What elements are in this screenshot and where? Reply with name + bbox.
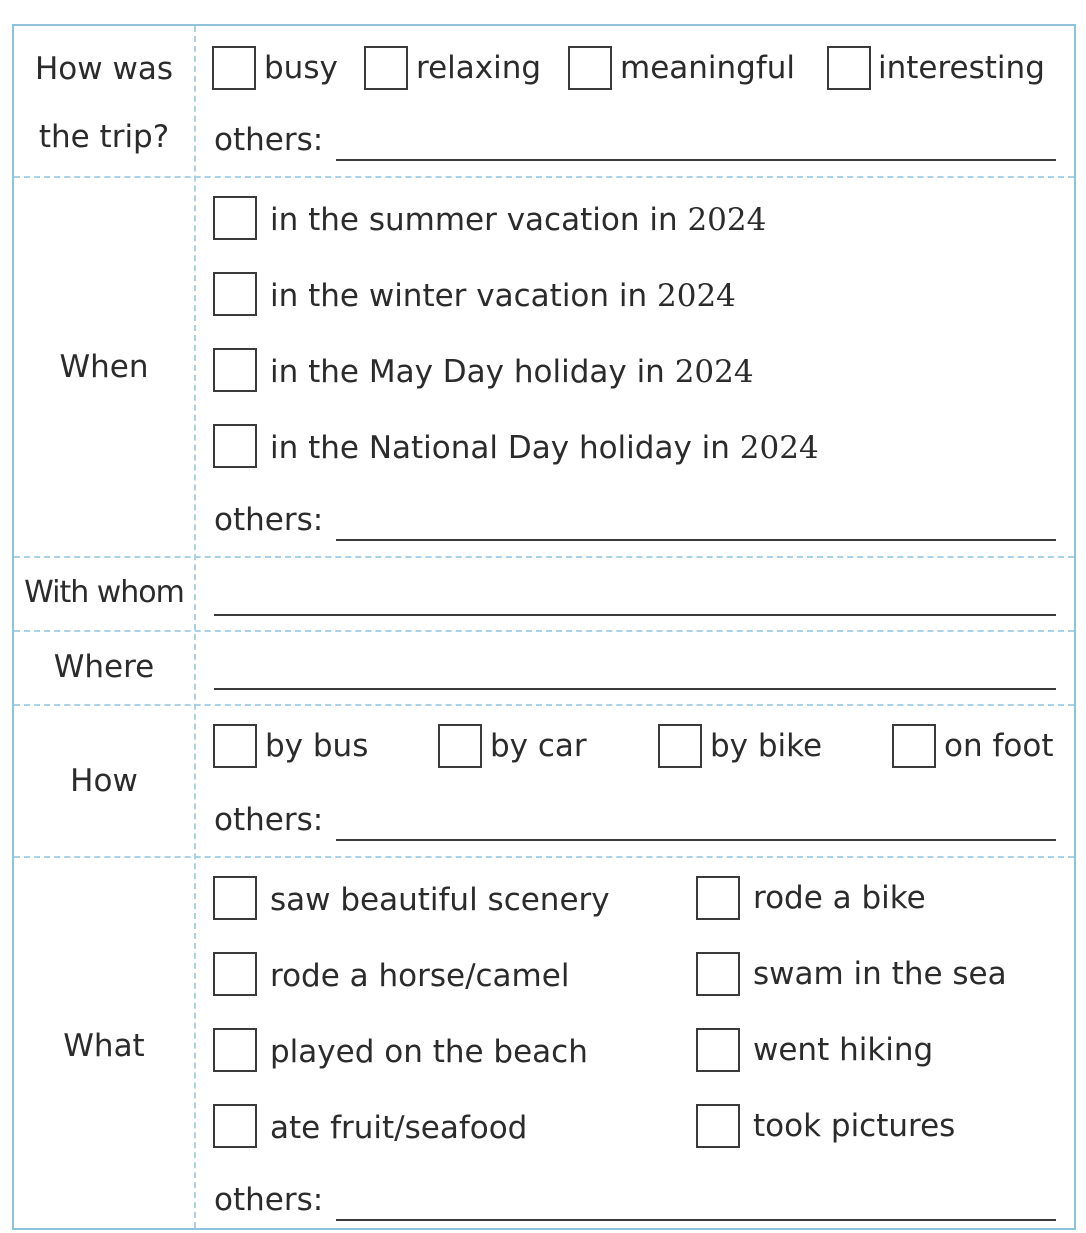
- option-may-day: in the May Day holiday in 2024: [270, 354, 754, 390]
- others-label-how: others:: [214, 802, 324, 838]
- checkbox-summer-vacation[interactable]: [213, 196, 257, 240]
- row-label-trip-line2: the trip?: [38, 119, 170, 155]
- checkbox-rode-horse[interactable]: [213, 952, 257, 996]
- checkbox-busy[interactable]: [212, 46, 256, 90]
- option-by-car: by car: [490, 728, 587, 764]
- with-whom-input[interactable]: [214, 614, 1056, 616]
- trip-survey-table: [12, 24, 1076, 1230]
- row-label-with-whom: With whom: [24, 575, 184, 610]
- others-input-what[interactable]: [336, 1219, 1056, 1221]
- option-took-pictures: took pictures: [753, 1108, 956, 1144]
- checkbox-winter-vacation[interactable]: [213, 272, 257, 316]
- checkbox-rode-bike[interactable]: [696, 876, 740, 920]
- checkbox-national-day[interactable]: [213, 424, 257, 468]
- option-went-hiking: went hiking: [753, 1032, 934, 1068]
- option-relaxing: relaxing: [416, 50, 542, 86]
- others-label-what: others:: [214, 1182, 324, 1218]
- checkbox-relaxing[interactable]: [364, 46, 408, 90]
- others-input-how[interactable]: [336, 839, 1056, 841]
- option-national-day: in the National Day holiday in 2024: [270, 430, 819, 466]
- row-divider: [14, 856, 1074, 858]
- option-busy: busy: [264, 50, 338, 86]
- others-label-trip: others:: [214, 122, 324, 158]
- others-input-when[interactable]: [336, 539, 1056, 541]
- checkbox-by-car[interactable]: [438, 724, 482, 768]
- checkbox-went-hiking[interactable]: [696, 1028, 740, 1072]
- row-divider: [14, 176, 1074, 178]
- option-interesting: interesting: [878, 50, 1045, 86]
- checkbox-on-foot[interactable]: [892, 724, 936, 768]
- checkbox-ate-fruit[interactable]: [213, 1104, 257, 1148]
- row-divider: [14, 704, 1074, 706]
- option-swam-sea: swam in the sea: [753, 956, 1007, 992]
- checkbox-swam-sea[interactable]: [696, 952, 740, 996]
- row-label-what: What: [63, 1028, 145, 1064]
- checkbox-may-day[interactable]: [213, 348, 257, 392]
- option-by-bus: by bus: [265, 728, 369, 764]
- checkbox-by-bike[interactable]: [658, 724, 702, 768]
- checkbox-by-bus[interactable]: [213, 724, 257, 768]
- checkbox-played-beach[interactable]: [213, 1028, 257, 1072]
- option-ate-fruit: ate fruit/seafood: [270, 1110, 528, 1146]
- checkbox-took-pictures[interactable]: [696, 1104, 740, 1148]
- column-divider: [194, 26, 196, 1228]
- option-played-beach: played on the beach: [270, 1034, 588, 1070]
- option-by-bike: by bike: [710, 728, 823, 764]
- others-label-when: others:: [214, 502, 324, 538]
- checkbox-saw-scenery[interactable]: [213, 876, 257, 920]
- option-rode-horse: rode a horse/camel: [270, 958, 570, 994]
- checkbox-interesting[interactable]: [827, 46, 871, 90]
- option-winter-vacation: in the winter vacation in 2024: [270, 278, 736, 314]
- checkbox-meaningful[interactable]: [568, 46, 612, 90]
- option-on-foot: on foot: [944, 728, 1054, 764]
- option-summer-vacation: in the summer vacation in 2024: [270, 202, 767, 238]
- option-rode-bike: rode a bike: [753, 880, 926, 916]
- others-input-trip[interactable]: [336, 159, 1056, 161]
- where-input[interactable]: [214, 688, 1056, 690]
- option-saw-scenery: saw beautiful scenery: [270, 882, 610, 918]
- row-label-where: Where: [53, 649, 155, 685]
- row-label-trip-line1: How was: [35, 51, 173, 87]
- row-label-how: How: [70, 763, 138, 799]
- option-meaningful: meaningful: [620, 50, 796, 86]
- row-label-when: When: [59, 349, 149, 385]
